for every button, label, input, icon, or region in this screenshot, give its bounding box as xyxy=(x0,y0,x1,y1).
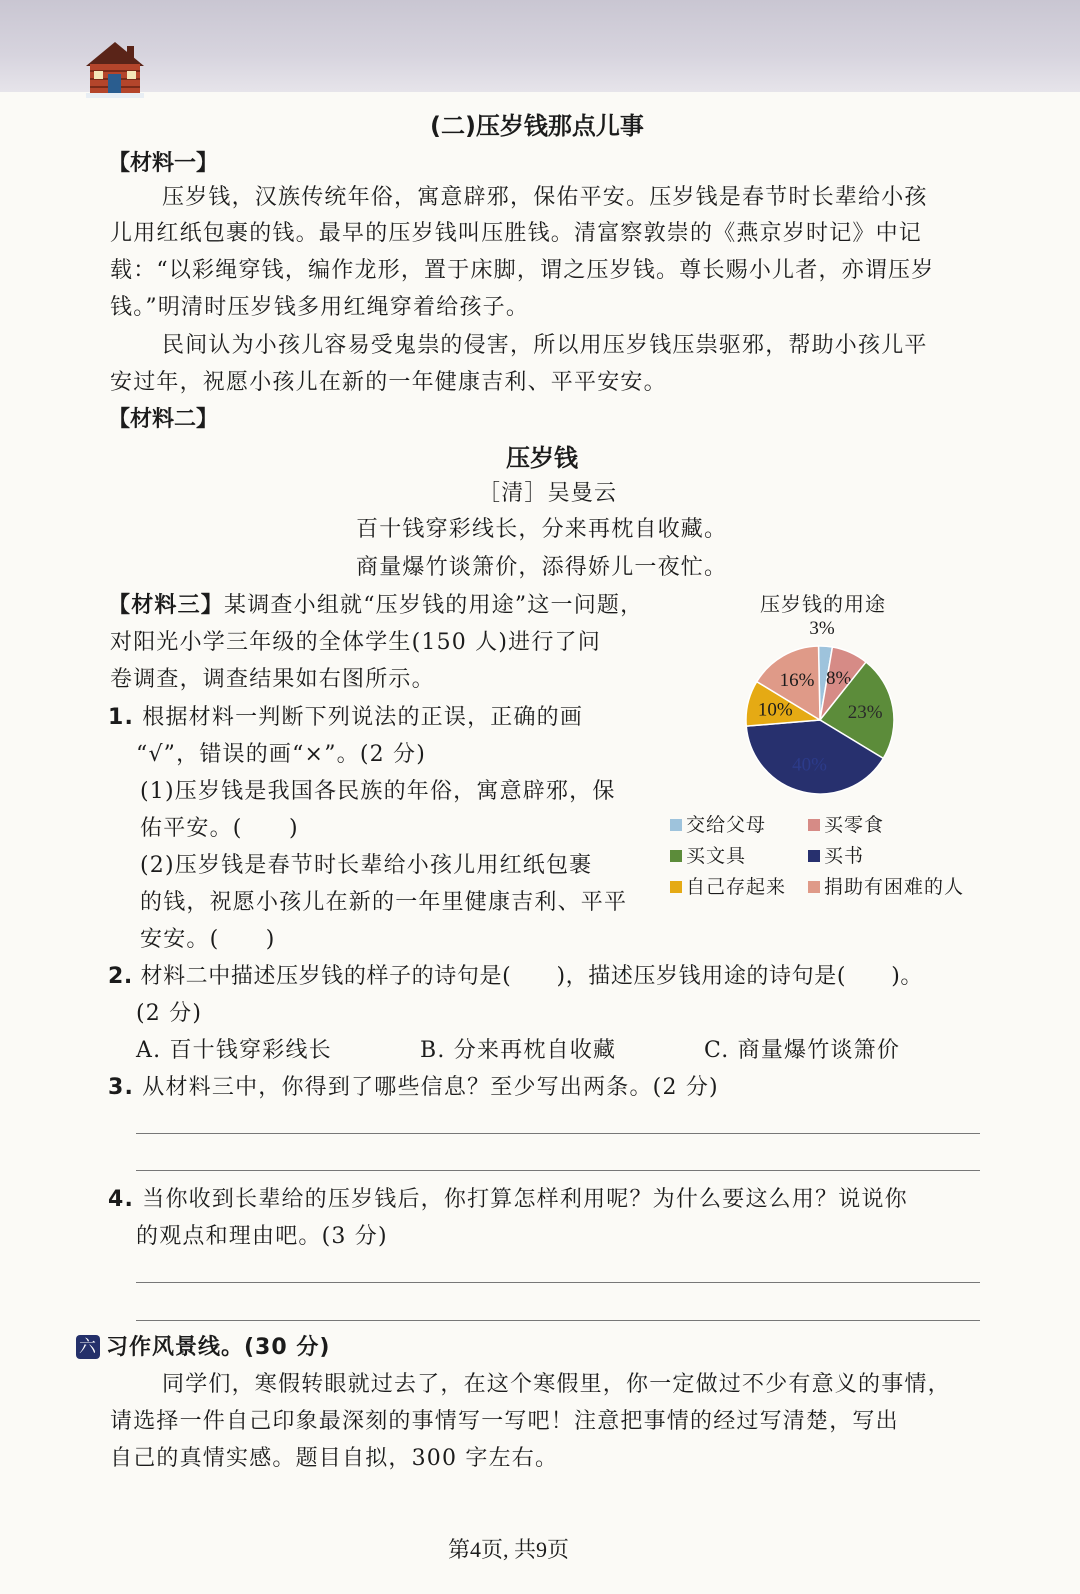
question-number: 2. xyxy=(108,964,133,989)
paragraph-line: 对阳光小学三年级的全体学生(150 人)进行了问 xyxy=(110,630,601,655)
answer-line[interactable] xyxy=(136,1133,980,1134)
legend-item xyxy=(808,841,864,868)
paragraph-line: 载：“以彩绳穿钱，编作龙形，置于床脚，谓之压岁钱。尊长赐小儿者，亦谓压岁 xyxy=(110,258,935,283)
legend-label: 买文具 xyxy=(686,845,747,867)
statement-1: (1)压岁钱是我国各民族的年俗，寓意辟邪，保 xyxy=(140,779,616,804)
material-3-label: 【材料三】 xyxy=(108,593,225,618)
pie-label-3: 40% xyxy=(792,754,827,776)
legend-label: 买书 xyxy=(824,845,865,867)
question-text: 材料二中描述压岁钱的样子的诗句是( )，描述压岁钱用途的诗句是( )。 xyxy=(140,964,924,989)
pie-label-5: 16% xyxy=(779,670,815,692)
question-number: 4. xyxy=(108,1187,135,1212)
paragraph-line: 钱。”明清时压岁钱多用红绳穿着给孩子。 xyxy=(110,295,530,320)
paragraph-line: 卷调查，调查结果如右图所示。 xyxy=(110,667,435,692)
question-2 xyxy=(108,959,923,990)
statement-1[interactable]: 佑平安。( ) xyxy=(140,816,299,841)
answer-line[interactable] xyxy=(136,1282,980,1283)
legend-swatch xyxy=(670,819,682,831)
pie-label-2: 23% xyxy=(847,701,883,723)
statement-2: (2)压岁钱是春节时长辈给小孩儿用红纸包裹 xyxy=(140,853,593,878)
chart-title: 压岁钱的用途 xyxy=(760,592,886,616)
statement-2: 的钱，祝愿小孩儿在新的一年里健康吉利、平平 xyxy=(140,890,628,915)
question-text: 的观点和理由吧。(3 分) xyxy=(136,1224,388,1249)
paragraph-line: 压岁钱，汉族传统年俗，寓意辟邪，保佑平安。压岁钱是春节时长辈给小孩 xyxy=(162,185,928,210)
statement-2[interactable]: 安安。( ) xyxy=(140,927,276,952)
answer-line[interactable] xyxy=(136,1170,980,1171)
legend-swatch xyxy=(808,850,820,862)
poem-verse: 百十钱穿彩线长，分来再枕自收藏。 xyxy=(356,517,728,542)
paragraph-line: 某调查小组就“压岁钱的用途”这一问题， xyxy=(224,593,644,618)
section-6-title: 习作风景线。(30 分) xyxy=(106,1335,331,1360)
legend-item xyxy=(808,810,884,837)
section-badge: 六 xyxy=(76,1335,100,1359)
paragraph-line: 民间认为小孩儿容易受鬼祟的侵害，所以用压岁钱压祟驱邪，帮助小孩儿平 xyxy=(162,333,928,358)
pie-chart xyxy=(720,612,920,798)
material-1-label: 【材料一】 xyxy=(108,151,219,176)
question-text: (2 分) xyxy=(136,1001,203,1026)
poem-author: ［清］吴曼云 xyxy=(478,481,618,506)
legend-label: 交给父母 xyxy=(686,814,767,836)
pie-label-0: 3% xyxy=(809,618,835,639)
log-cabin-icon xyxy=(84,38,146,100)
paragraph-line: 儿用红纸包裹的钱。最早的压岁钱叫压胜钱。清富察敦崇的《燕京岁时记》中记 xyxy=(110,221,923,246)
legend-swatch xyxy=(670,850,682,862)
legend-item xyxy=(670,810,766,837)
option-a[interactable]: A. 百十钱穿彩线长 xyxy=(136,1038,332,1063)
paragraph-line: 安过年，祝愿小孩儿在新的一年健康吉利、平平安安。 xyxy=(110,370,667,395)
legend-label: 自己存起来 xyxy=(686,876,787,898)
legend-item xyxy=(808,872,964,899)
material-3-intro xyxy=(108,588,643,619)
legend-swatch xyxy=(670,881,682,893)
question-number: 1. xyxy=(108,705,135,730)
paragraph-line: 同学们，寒假转眼就过去了，在这个寒假里，你一定做过不少有意义的事情， xyxy=(162,1372,951,1397)
pie-label-1: 8% xyxy=(826,668,852,690)
legend-swatch xyxy=(808,881,820,893)
legend-item xyxy=(670,872,786,899)
legend-label: 买零食 xyxy=(824,814,885,836)
poem-title: 压岁钱 xyxy=(506,444,578,472)
header-band xyxy=(0,0,1080,92)
question-text: 根据材料一判断下列说法的正误，正确的画 xyxy=(142,705,584,730)
legend-swatch xyxy=(808,819,820,831)
section-6-heading xyxy=(76,1330,330,1361)
legend-item xyxy=(670,841,746,868)
poem-verse: 商量爆竹谈箫价，添得娇儿一夜忙。 xyxy=(356,555,728,580)
option-b[interactable]: B. 分来再枕自收藏 xyxy=(420,1038,617,1063)
question-4 xyxy=(108,1182,908,1213)
page-number: 第4页, 共9页 xyxy=(448,1537,570,1562)
paragraph-line: 请选择一件自己印象最深刻的事情写一写吧！注意把事情的经过写清楚，写出 xyxy=(110,1409,899,1434)
pie-label-4: 10% xyxy=(757,699,793,721)
material-2-label: 【材料二】 xyxy=(108,407,219,432)
option-c[interactable]: C. 商量爆竹谈箫价 xyxy=(704,1038,901,1063)
question-text: 当你收到长辈给的压岁钱后，你打算怎样利用呢？为什么要这么用？说说你 xyxy=(142,1187,908,1212)
question-1 xyxy=(108,700,583,731)
question-text: 从材料三中，你得到了哪些信息？至少写出两条。(2 分) xyxy=(142,1075,719,1100)
section-title: (二)压岁钱那点儿事 xyxy=(430,112,644,140)
question-number: 3. xyxy=(108,1075,135,1100)
question-3 xyxy=(108,1070,719,1101)
legend-label: 捐助有困难的人 xyxy=(824,876,965,898)
paragraph-line: 自己的真情实感。题目自拟，300 字左右。 xyxy=(110,1446,559,1471)
answer-line[interactable] xyxy=(136,1320,980,1321)
question-text: “√”，错误的画“×”。(2 分) xyxy=(136,742,426,767)
